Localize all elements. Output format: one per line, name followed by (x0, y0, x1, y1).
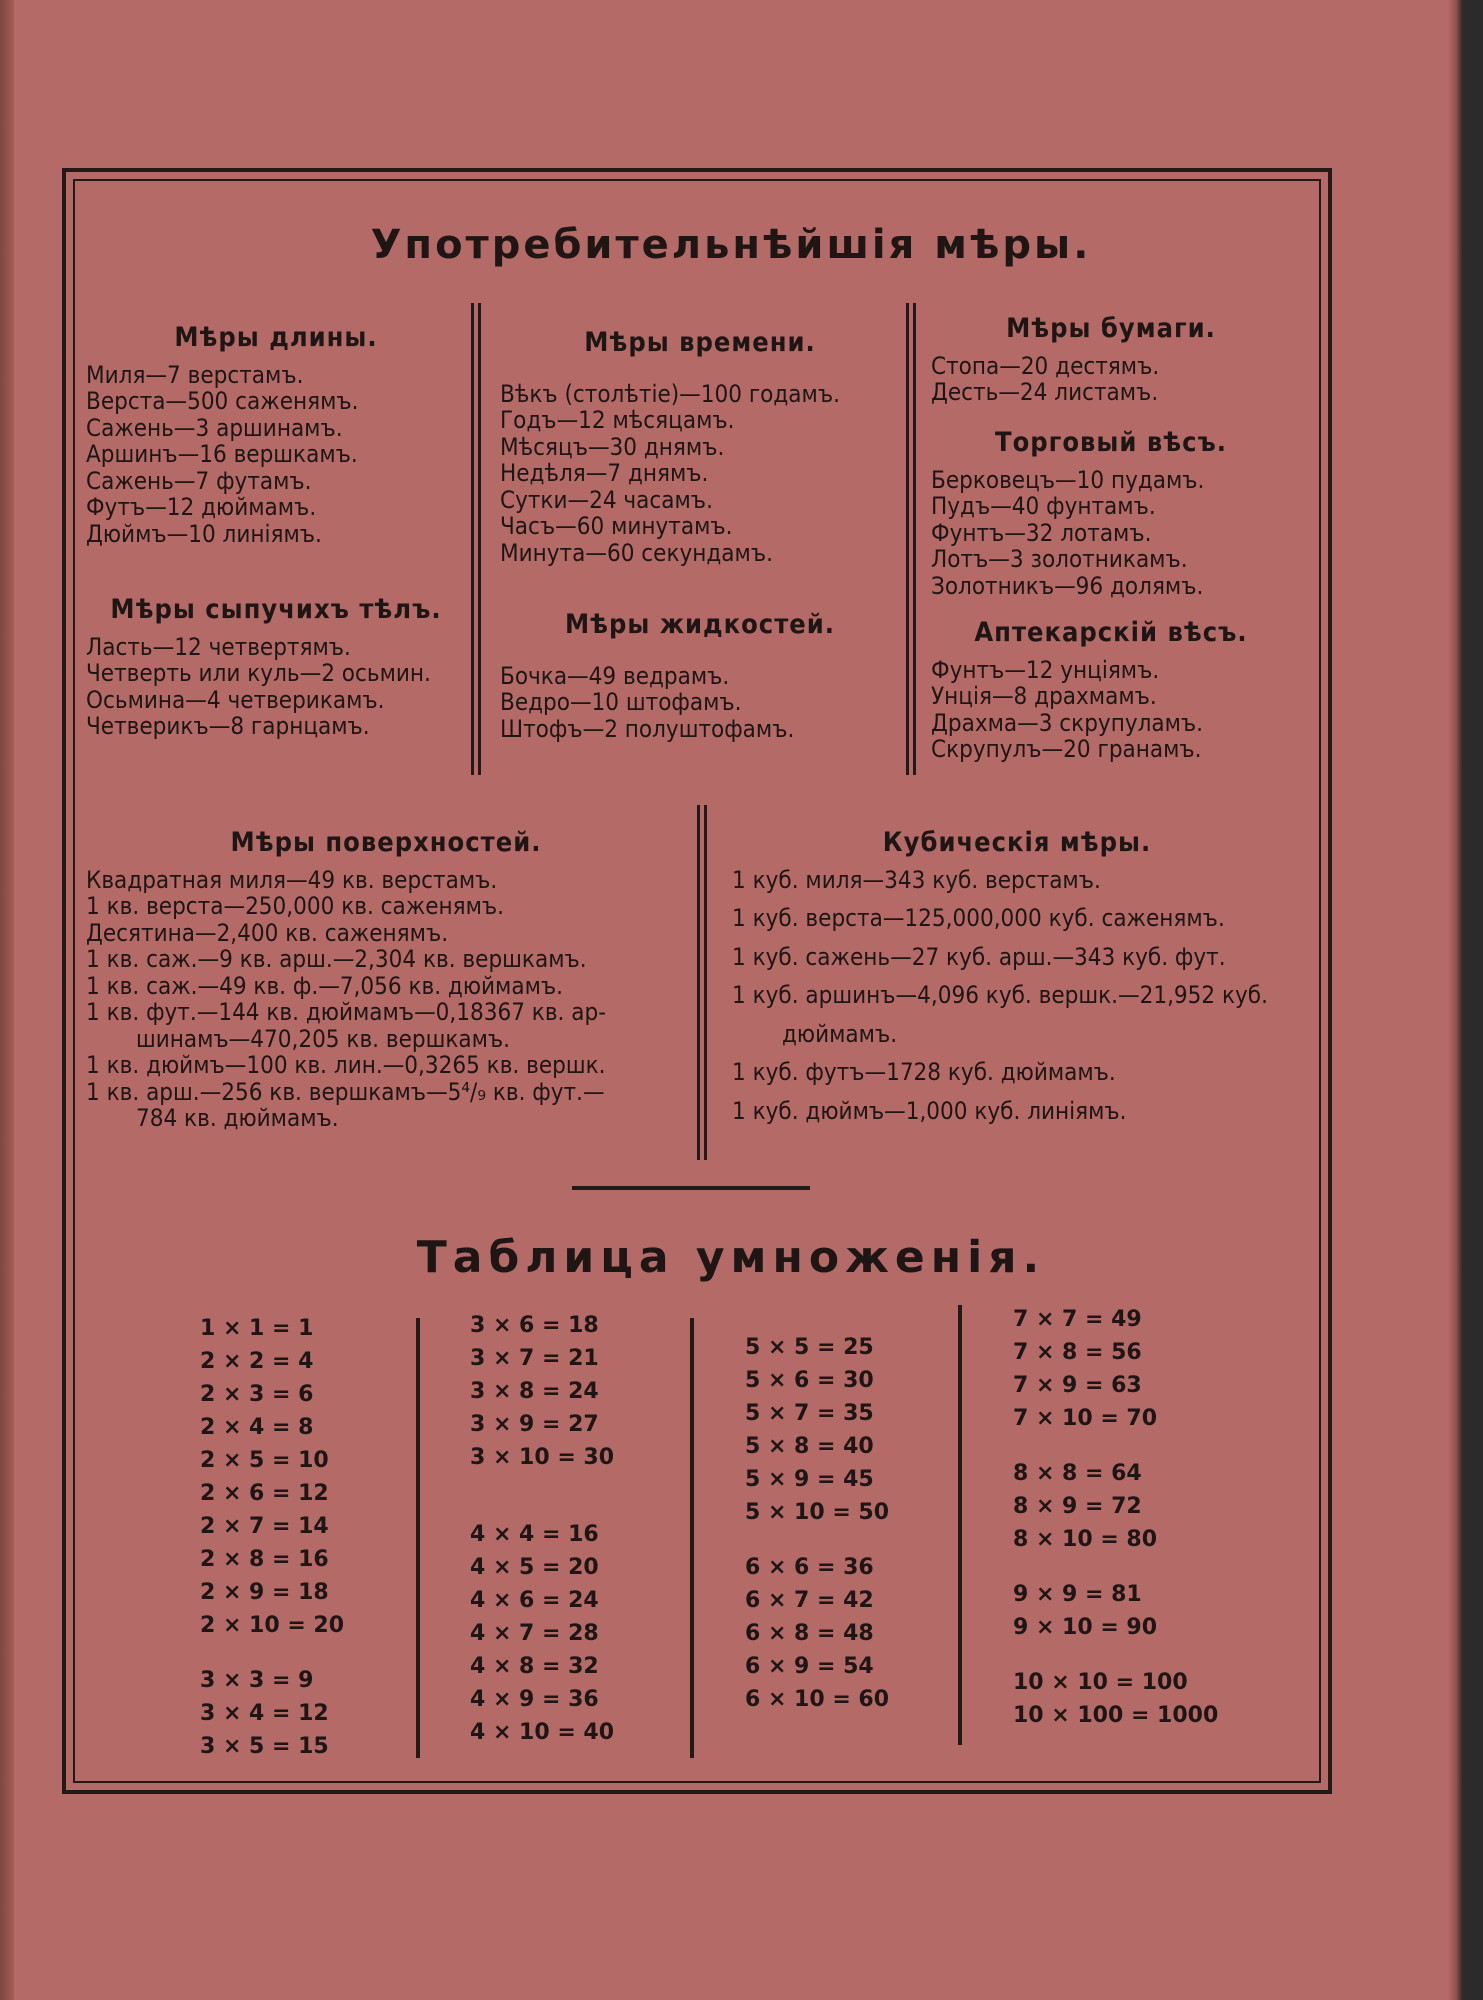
measure-line: Миля—7 верстамъ. (86, 360, 304, 389)
measure-line: Десятина—2,400 кв. саженямъ. (86, 918, 449, 947)
section-heading: Мѣры сыпучихъ тѣлъ. (110, 594, 442, 625)
mult-equation: 2 × 8 = 16 (200, 1547, 329, 1572)
cubic-section (732, 827, 1302, 1136)
measure-line: Лотъ—3 золотникамъ. (931, 545, 1188, 573)
mult-equation: 8 × 8 = 64 (1013, 1461, 1142, 1486)
section-lines (931, 353, 1291, 406)
mult-equation: 10 × 100 = 1000 (1013, 1703, 1219, 1728)
mult-equation: 5 × 7 = 35 (745, 1401, 874, 1426)
measure-line: 1 кв. саж.—49 кв. ф.—7,056 кв. дюймамъ. (86, 971, 563, 1000)
mult-column-3 (745, 1331, 889, 1716)
spacer (745, 1529, 889, 1551)
mult-equation: 3 × 4 = 12 (200, 1701, 329, 1726)
measure-line: Осьмина—4 четверикамъ. (86, 685, 385, 714)
measure-line: Золотникъ—96 долямъ. (931, 571, 1204, 600)
section-lines (86, 634, 466, 740)
column-divider (958, 1305, 962, 1745)
mult-equation: 3 × 10 = 30 (470, 1445, 615, 1470)
measure-line: Четверть или куль—2 осьмин. (86, 659, 431, 687)
measure-line: Вѣкъ (столѣтіе)—100 годамъ. (500, 379, 840, 408)
mult-equation: 7 × 8 = 56 (1013, 1340, 1142, 1365)
section-lines (86, 867, 686, 1132)
measure-line: Штофъ—2 полуштофамъ. (500, 714, 795, 743)
measure-line: Сажень—3 аршинамъ. (86, 413, 343, 442)
measure-line: Сажень—7 футамъ. (86, 466, 312, 495)
mult-equation: 8 × 9 = 72 (1013, 1494, 1142, 1519)
section-lines (500, 663, 900, 743)
mult-equation: 2 × 5 = 10 (200, 1448, 329, 1473)
liquid-section (500, 609, 900, 743)
spacer (1013, 1644, 1218, 1666)
mult-equation: 6 × 9 = 54 (745, 1654, 874, 1679)
time-section (500, 327, 900, 567)
mult-equation: 4 × 6 = 24 (470, 1588, 599, 1613)
mult-equation: 4 × 10 = 40 (470, 1720, 615, 1745)
measure-line: 1 куб. сажень—27 куб. арш.—343 куб. фут. (732, 942, 1226, 971)
section-lines (931, 467, 1291, 600)
section-lines (500, 381, 900, 567)
section-separator (572, 1186, 810, 1190)
measure-line: Четверикъ—8 гарнцамъ. (86, 712, 370, 740)
mult-equation: 3 × 8 = 24 (470, 1379, 599, 1404)
measure-line: Футъ—12 дюймамъ. (86, 493, 317, 521)
mult-equation: 4 × 8 = 32 (470, 1654, 599, 1679)
measure-line: 1 куб. верста—125,000,000 куб. саженямъ. (732, 904, 1225, 932)
mult-equation: 5 × 6 = 30 (745, 1368, 874, 1393)
measure-line: Квадратная миля—49 кв. верстамъ. (86, 865, 498, 894)
measure-line: Годъ—12 мѣсяцамъ. (500, 406, 735, 434)
mult-equation: 2 × 2 = 4 (200, 1349, 314, 1374)
measure-line: Аршинъ—16 вершкамъ. (86, 440, 358, 468)
measure-line: Ведро—10 штофамъ. (500, 688, 742, 716)
pharma-section (931, 617, 1291, 763)
mult-equation: 2 × 4 = 8 (200, 1415, 314, 1440)
paper-section (931, 313, 1291, 406)
measure-line: шинамъ—470,205 кв. вершкамъ. (136, 1024, 511, 1053)
measure-line: 1 кв. саж.—9 кв. арш.—2,304 кв. вершкамъ. (86, 945, 587, 973)
section-heading: Аптекарскій вѣсъ. (974, 617, 1248, 648)
column-divider (906, 303, 909, 775)
spacer (470, 1496, 614, 1518)
mult-column-2 (470, 1309, 614, 1749)
spacer (470, 1474, 614, 1496)
section-lines (931, 657, 1291, 763)
section-heading: Мѣры поверхностей. (230, 827, 542, 858)
measure-line: Минута—60 секундамъ. (500, 538, 773, 567)
spacer (200, 1642, 344, 1664)
section-heading: Мѣры жидкостей. (564, 609, 836, 640)
mult-equation: 5 × 5 = 25 (745, 1335, 874, 1360)
section-lines (86, 362, 466, 548)
surface-section (86, 827, 686, 1132)
mult-equation: 5 × 9 = 45 (745, 1467, 874, 1492)
measure-line: 1 куб. дюймъ—1,000 куб. линіямъ. (732, 1096, 1127, 1125)
mult-equation: 2 × 3 = 6 (200, 1382, 314, 1407)
mult-equation: 1 × 1 = 1 (200, 1316, 314, 1341)
book-spine (0, 0, 14, 2000)
column-divider (697, 805, 700, 1160)
mult-equation: 2 × 9 = 18 (200, 1580, 329, 1605)
measure-line: 1 куб. футъ—1728 куб. дюймамъ. (732, 1058, 1116, 1086)
measure-line: 1 куб. миля—343 куб. верстамъ. (732, 865, 1101, 894)
mult-equation: 9 × 10 = 90 (1013, 1615, 1158, 1640)
measure-line: Фунтъ—32 лотамъ. (931, 518, 1152, 547)
mult-column-1 (200, 1312, 344, 1763)
mult-equation: 3 × 5 = 15 (200, 1734, 329, 1759)
measure-line: Верста—500 саженямъ. (86, 387, 359, 415)
mult-equation: 2 × 10 = 20 (200, 1613, 345, 1638)
mult-equation: 5 × 8 = 40 (745, 1434, 874, 1459)
mult-equation: 3 × 3 = 9 (200, 1668, 314, 1693)
measure-line: Скрупулъ—20 гранамъ. (931, 735, 1202, 763)
measure-line: дюймамъ. (782, 1019, 898, 1048)
measure-line: Пудъ—40 фунтамъ. (931, 492, 1156, 520)
measure-line: 1 кв. верста—250,000 кв. саженямъ. (86, 892, 505, 920)
mult-equation: 7 × 10 = 70 (1013, 1406, 1158, 1431)
mult-equation: 5 × 10 = 50 (745, 1500, 890, 1525)
section-heading: Торговый вѣсъ. (995, 427, 1227, 458)
mult-equation: 2 × 6 = 12 (200, 1481, 329, 1506)
column-divider (416, 1318, 420, 1758)
mult-equation: 7 × 9 = 63 (1013, 1373, 1142, 1398)
mult-equation: 4 × 9 = 36 (470, 1687, 599, 1712)
measure-line: Десть—24 листамъ. (931, 378, 1159, 406)
section-heading: Мѣры длины. (174, 322, 378, 353)
mult-equation: 6 × 6 = 36 (745, 1555, 874, 1580)
measure-line: Дюймъ—10 линіямъ. (86, 519, 322, 548)
mult-equation: 8 × 10 = 80 (1013, 1527, 1158, 1552)
mult-equation: 6 × 10 = 60 (745, 1687, 890, 1712)
measure-line: Бочка—49 ведрамъ. (500, 661, 730, 690)
section-lines (732, 867, 1302, 1125)
mult-equation: 2 × 7 = 14 (200, 1514, 329, 1539)
mult-equation: 10 × 10 = 100 (1013, 1670, 1188, 1695)
mult-equation: 6 × 8 = 48 (745, 1621, 874, 1646)
spacer (1013, 1556, 1218, 1578)
mult-column-4 (1013, 1303, 1218, 1732)
mult-equation: 3 × 9 = 27 (470, 1412, 599, 1437)
column-divider (690, 1318, 694, 1758)
measures-title: Употребительнѣйшія мѣры. (370, 222, 1092, 268)
mult-equation: 4 × 4 = 16 (470, 1522, 599, 1547)
mult-equation: 4 × 5 = 20 (470, 1555, 599, 1580)
measure-line: Недѣля—7 днямъ. (500, 459, 709, 487)
mult-equation: 7 × 7 = 49 (1013, 1307, 1142, 1332)
measure-line: 1 куб. аршинъ—4,096 куб. вершк.—21,952 куб. (732, 981, 1268, 1009)
measure-line: Берковецъ—10 пудамъ. (931, 465, 1205, 494)
measure-line: Фунтъ—12 унціямъ. (931, 655, 1160, 684)
measure-line: 1 кв. дюймъ—100 кв. лин.—0,3265 кв. вершк. (86, 1051, 606, 1079)
measure-line: Ласть—12 четвертямъ. (86, 632, 351, 661)
multiplication-title: Таблица умноженія. (416, 1232, 1046, 1283)
page-edge (1448, 0, 1462, 2000)
measure-line: 1 кв. фут.—144 кв. дюймамъ—0,18367 кв. ар- (86, 998, 606, 1026)
mult-equation: 4 × 7 = 28 (470, 1621, 599, 1646)
mult-equation: 3 × 7 = 21 (470, 1346, 599, 1371)
section-heading: Кубическія мѣры. (882, 827, 1152, 858)
measure-line: Стопа—20 дестямъ. (931, 351, 1160, 380)
mult-equation: 3 × 6 = 18 (470, 1313, 599, 1338)
spacer (1013, 1435, 1218, 1457)
measure-line: Часъ—60 минутамъ. (500, 512, 733, 540)
section-heading: Мѣры времени. (584, 327, 816, 358)
column-divider (471, 303, 474, 775)
measure-line: Мѣсяцъ—30 днямъ. (500, 432, 725, 461)
measure-line: Унція—8 драхмамъ. (931, 682, 1157, 710)
measure-line: 784 кв. дюймамъ. (136, 1104, 339, 1132)
length-section (86, 322, 466, 548)
trade-section (931, 427, 1291, 600)
measure-line: Драхма—3 скрупуламъ. (931, 708, 1204, 737)
mult-equation: 9 × 9 = 81 (1013, 1582, 1142, 1607)
dry-section (86, 594, 466, 740)
mult-equation: 6 × 7 = 42 (745, 1588, 874, 1613)
section-heading: Мѣры бумаги. (1006, 313, 1216, 344)
measure-line: 1 кв. арш.—256 кв. вершкамъ—5⁴/₉ кв. фут.— (86, 1077, 605, 1106)
measure-line: Сутки—24 часамъ. (500, 485, 713, 514)
